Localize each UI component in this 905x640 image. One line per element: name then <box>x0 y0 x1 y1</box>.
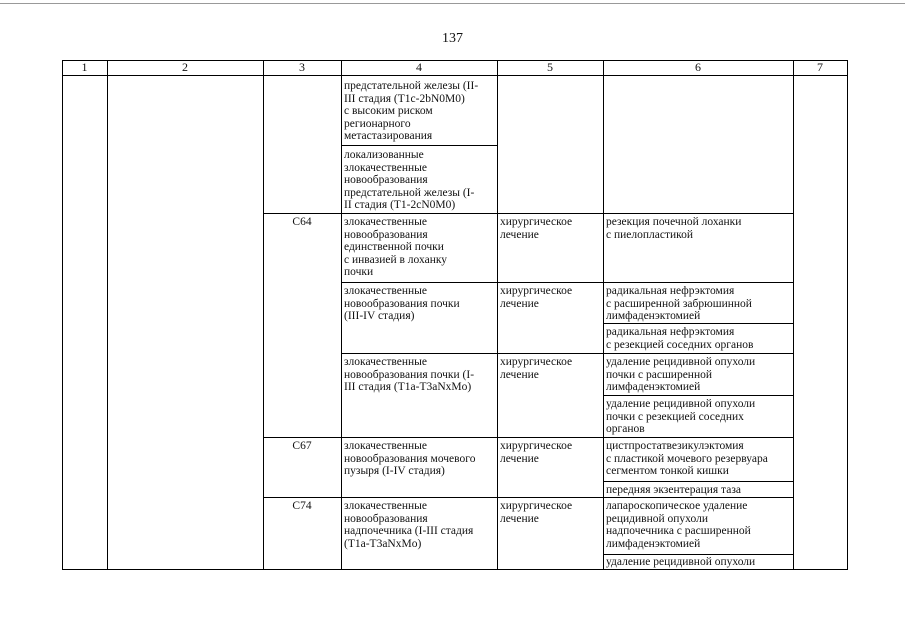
diagnosis-cell: злокачественные новообразования мочевого пузыря (I-IV стадия) <box>344 440 476 477</box>
treatment-type-cell: хирургическое лечение <box>500 500 573 525</box>
row-sep <box>341 282 793 283</box>
page-number: 137 <box>442 31 463 46</box>
col-border-1 <box>107 60 108 570</box>
col-border-6 <box>793 60 794 570</box>
column-header-6: 6 <box>695 60 701 74</box>
treatment-method-cell: радикальная нефрэктомия с расширенной забрюшинной лимфаденэктомией <box>606 285 752 322</box>
diagnosis-cell: локализованные злокачественные новообразования предстательной железы (I- II стадия (T1-2cN0M0) <box>344 149 475 211</box>
treatment-type-cell: хирургическое лечение <box>500 216 573 241</box>
diagnosis-cell: злокачественные новообразования надпочечника (I-III стадия (T1a-T3aNxMo) <box>344 500 474 550</box>
column-header-2: 2 <box>182 60 188 74</box>
column-header-4: 4 <box>416 60 422 74</box>
diagnosis-cell: злокачественные новообразования почки (I- III стадия (T1a-T3aNxMo) <box>344 356 475 393</box>
row-sep <box>603 323 793 324</box>
treatment-method-cell: лапароскопическое удаление рецидивной опухоли надпочечника с расширенной лимфаденэктомией <box>606 500 751 550</box>
icd-code-cell: C67 <box>292 440 312 452</box>
treatment-method-cell: радикальная нефрэктомия с резекцией соседних органов <box>606 326 754 351</box>
column-header-7: 7 <box>817 60 823 74</box>
treatment-method-cell: удаление рецидивной опухоли <box>606 556 756 568</box>
diagnosis-cell: злокачественные новообразования почки (III-IV стадия) <box>344 285 460 322</box>
treatment-type-cell: хирургическое лечение <box>500 285 573 310</box>
column-header-1: 1 <box>81 60 88 74</box>
column-header-5: 5 <box>547 60 553 74</box>
treatment-type-cell: хирургическое лечение <box>500 440 573 465</box>
row-sep <box>341 353 793 354</box>
icd-code-cell: C74 <box>292 500 312 512</box>
header-bottom-border <box>62 75 848 76</box>
row-sep <box>603 395 793 396</box>
col-border-3 <box>341 60 342 570</box>
diagnosis-cell: предстательной железы (II- III стадия (T1c-2bN0M0) с высоким риском регионарного метастазирования <box>344 80 479 142</box>
col-border-4 <box>497 60 498 570</box>
column-header-3: 3 <box>299 60 305 74</box>
treatment-method-cell: резекция почечной лоханки с пиелопластикой <box>606 216 742 241</box>
row-sep <box>263 437 793 438</box>
scan-edge-line <box>0 3 905 4</box>
treatment-method-cell: передняя экзентерация таза <box>606 484 741 496</box>
col-border-5 <box>603 60 604 570</box>
diagnosis-cell: злокачественные новообразования единственной почки с инвазией в лоханку почки <box>344 216 448 278</box>
row-sep <box>263 213 793 214</box>
treatment-method-cell: цистпростатвезикулэктомия с пластикой мочевого резервуара сегментом тонкой кишки <box>606 440 768 477</box>
row-sep <box>603 481 793 482</box>
col-border-7 <box>847 60 848 570</box>
icd-code-cell: C64 <box>292 216 312 228</box>
row-sep <box>603 554 793 555</box>
table-bottom-border <box>62 569 848 570</box>
col-border-2 <box>263 60 264 570</box>
treatment-method-cell: удаление рецидивной опухоли почки с резекцией соседних органов <box>606 398 756 435</box>
treatment-method-cell: удаление рецидивной опухоли почки с расширенной лимфаденэктомией <box>606 356 756 393</box>
row-sep <box>341 145 497 146</box>
treatment-type-cell: хирургическое лечение <box>500 356 573 381</box>
row-sep <box>263 497 793 498</box>
col-border-0 <box>62 60 63 570</box>
